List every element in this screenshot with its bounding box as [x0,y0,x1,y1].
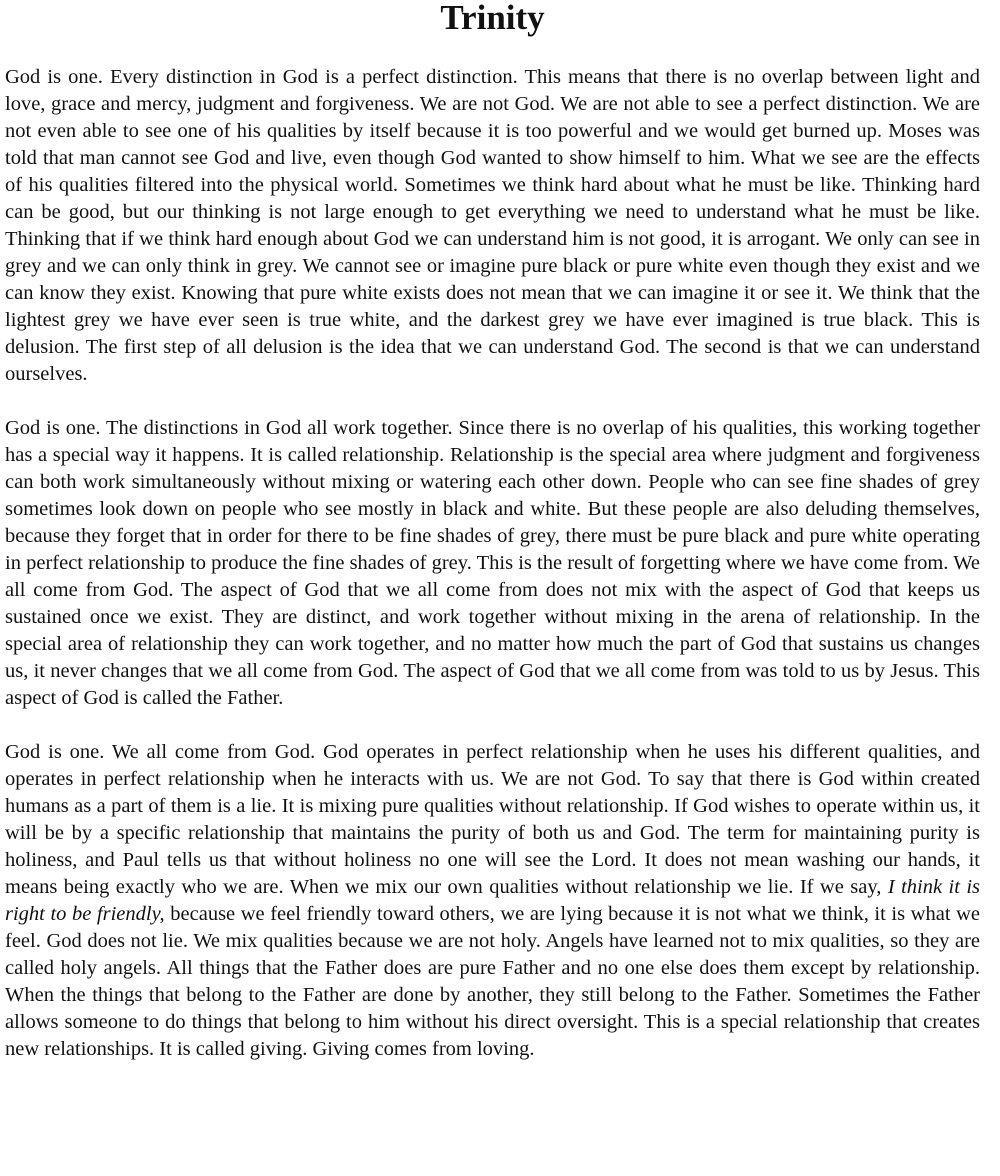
document-page [5,0,980,1063]
paragraph-2: God is one. The distinctions in God all work together. Since there is no overlap of his qualities, this working together has a special way it happens. It is called relationship. Relationship is the special area where judgment and forgiveness can both work simultaneously without mixing or watering each other down. People who can see fine shades of grey sometimes look down on people who see mostly in black and white. But these people are also deluding themselves, because they forget that in order for there to be fine shades of grey, there must be pure black and pure white operating in perfect relationship to produce the fine shades of grey. This is the result of forgetting where we have come from. We all come from God. The aspect of God that we all come from does not mix with the aspect of God that keeps us sustained once we exist. They are distinct, and work together without mixing in the arena of relationship. In the special area of relationship they can work together, and no matter how much the part of God that sustains us changes us, it never changes that we all come from God. The aspect of God that we all come from was told to us by Jesus. This aspect of God is called the Father. [5,417,980,709]
paragraph-3 [5,739,980,1063]
page-title: Trinity [440,0,545,37]
paragraph-3-italic-quote: I think it is right to be friendly, [5,876,980,925]
paragraph-3-text-start: God is one. We all come from God. God operates in perfect relationship when he uses his different qualities, and operates in perfect relationship when he interacts with us. We are not God. To say that there is God within created humans as a part of them is a lie. It is mixing pure qualities without relationship. If God wishes to operate within us, it will be by a specific relationship that maintains the purity of both us and God. The term for maintaining purity is holiness, and Paul tells us that without holiness no one will see the Lord. It does not mean washing our hands, it means being exactly who we are. When we mix our own qualities without relationship we lie. If we say, [5,741,980,898]
paragraph-1: God is one. Every distinction in God is a perfect distinction. This means that there is no overlap between light and love, grace and mercy, judgment and forgiveness. We are not God. We are not able to see a perfect distinction. We are not even able to see one of his qualities by itself because it is too powerful and we would get burned up. Moses was told that man cannot see God and live, even though God wanted to show himself to him. What we see are the effects of his qualities filtered into the physical world. Sometimes we think hard about what he must be like. Thinking hard can be good, but our thinking is not large enough to get everything we need to understand what he must be like. Thinking that if we think hard enough about God we can understand him is not good, it is arrogant. We only can see in grey and we can only think in grey. We cannot see or imagine pure black or pure white even though they exist and we can know they exist. Knowing that pure white exists does not mean that we can imagine it or see it. We think that the lightest grey we have ever seen is true white, and the darkest grey we have ever imagined is true black. This is delusion. The first step of all delusion is the idea that we can understand God. The second is that we can understand ourselves. [5,66,980,385]
paragraph-3-text-end: because we feel friendly toward others, we are lying because it is not what we think, it is what we feel. God does not lie. We mix qualities because we are not holy. Angels have learned not to mix qualities, so they are called holy angels. All things that the Father does are pure Father and no one else does them except by relationship. When the things that belong to the Father are done by another, they still belong to the Father. Sometimes the Father allows someone to do things that belong to him without his direct oversight. This is a special relationship that creates new relationships. It is called giving. Giving comes from loving. [5,903,981,1060]
